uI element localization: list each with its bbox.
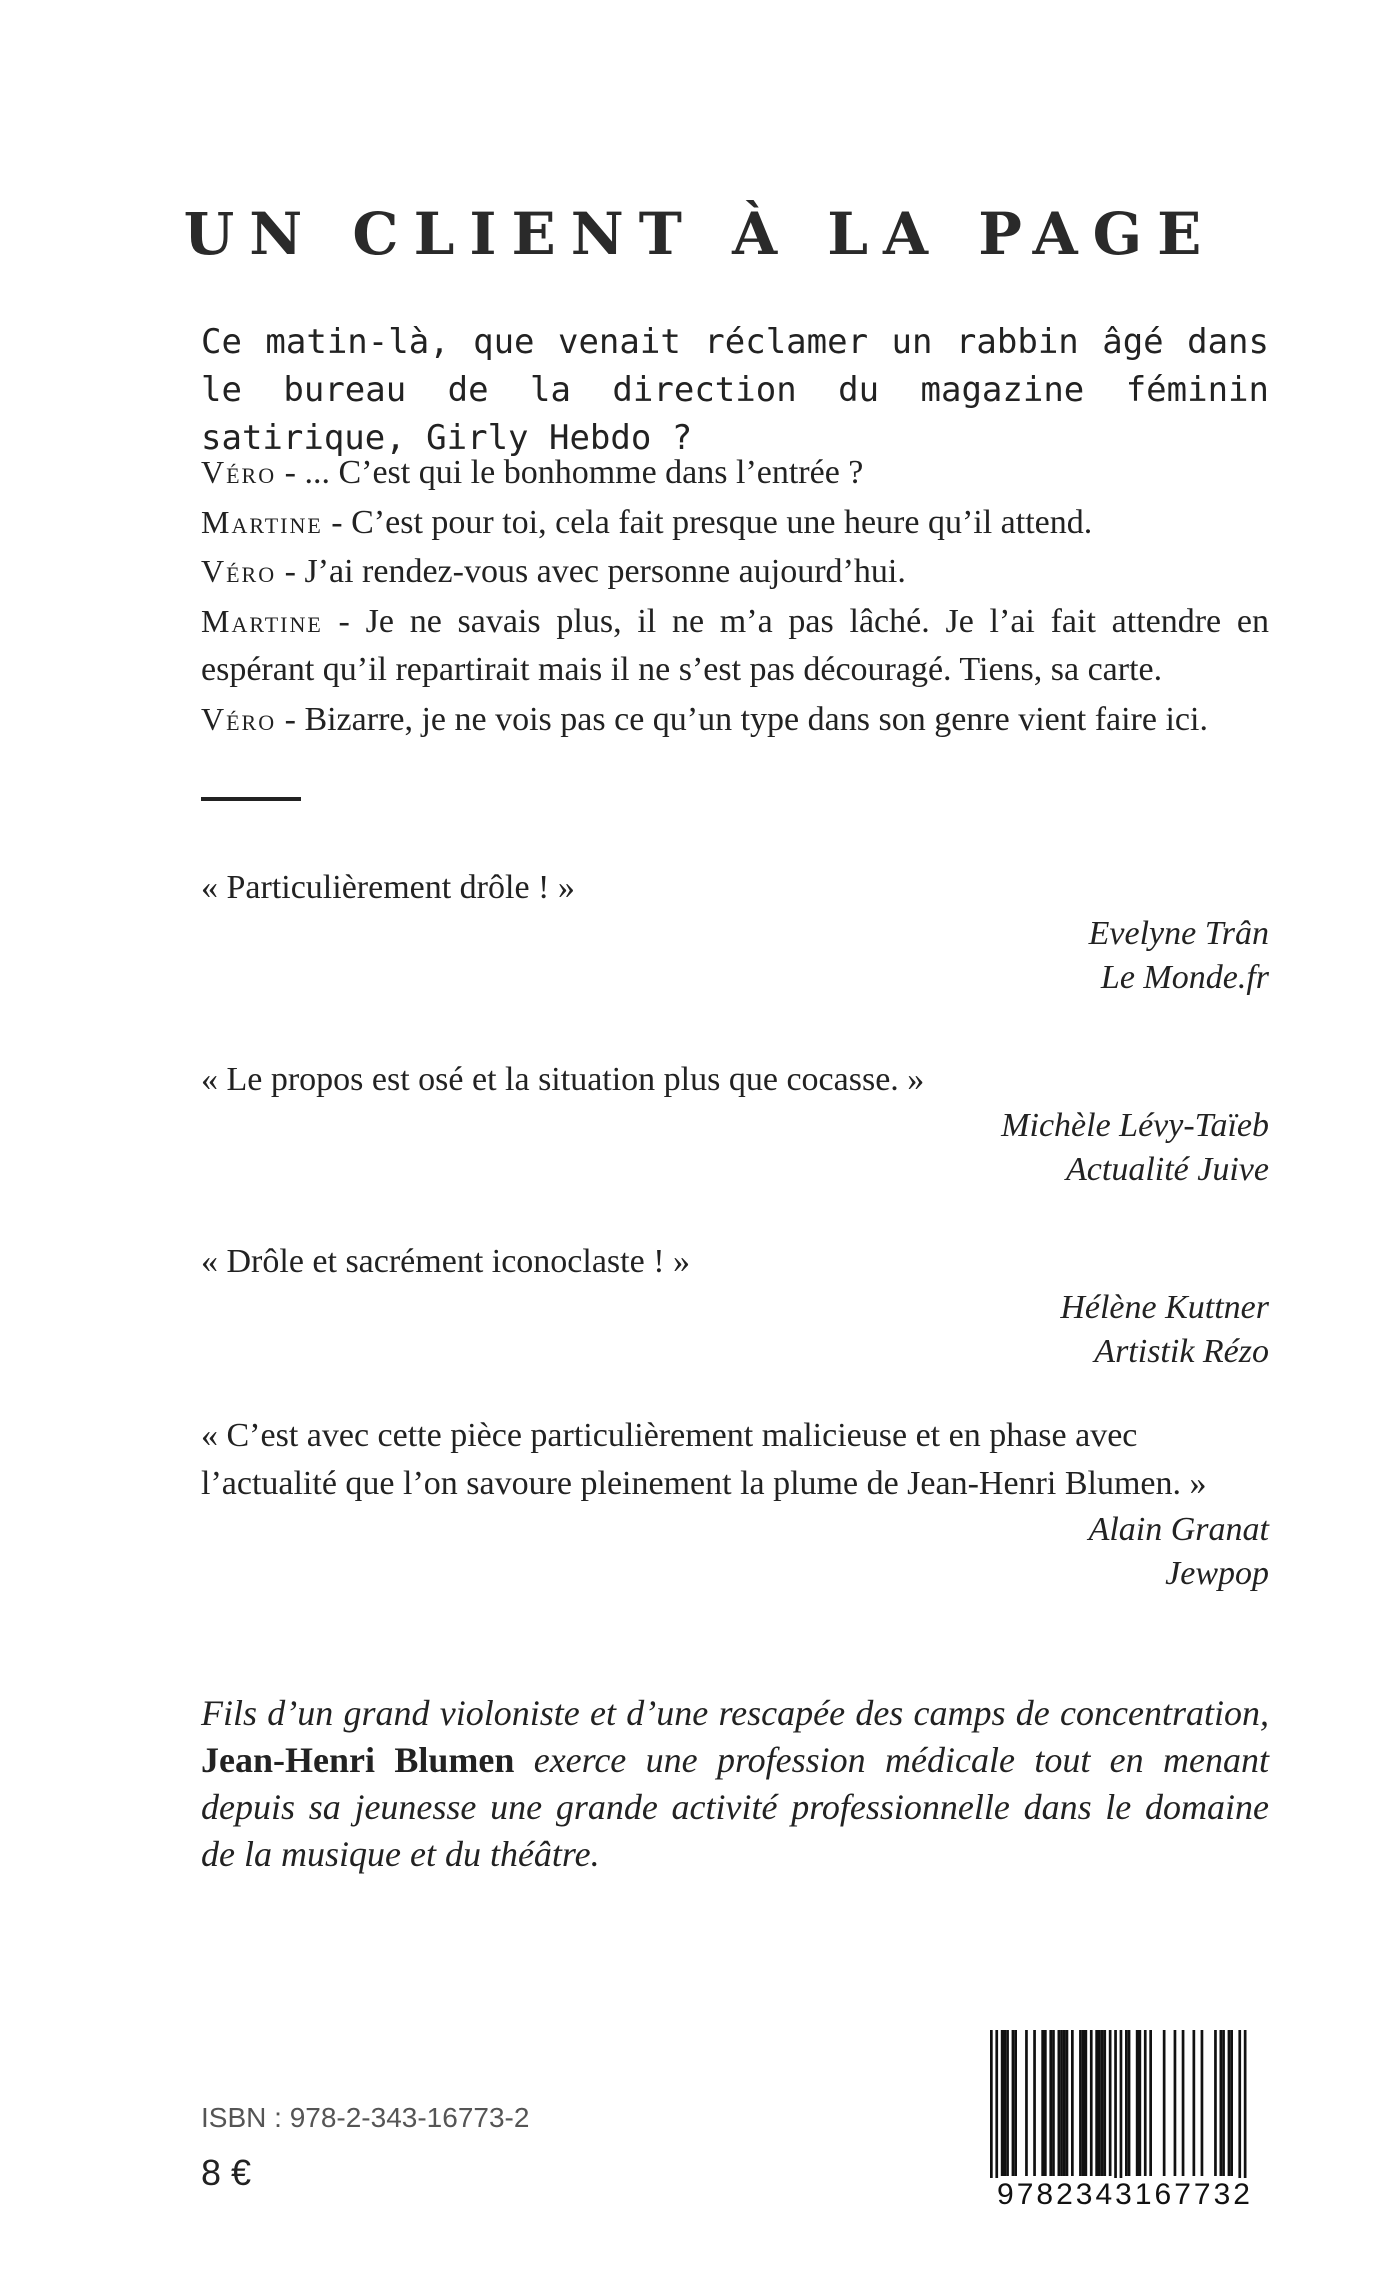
bio-text-end: exerce une profession médicale tout en menant depuis sa jeunesse une grande activité professionnelle dans le domaine de la musique et du théâtre. (201, 1740, 1269, 1874)
price-label: 8 € (201, 2152, 252, 2193)
barcode-bar (1095, 2030, 1098, 2176)
barcode-bars (990, 2030, 1265, 2190)
barcode-bar (1066, 2030, 1069, 2176)
dialogue-text: Bizarre, je ne vois pas ce qu’un type dans son genre vient faire ici. (295, 700, 1208, 738)
barcode-bar (1238, 2030, 1241, 2190)
barcode-bar (1136, 2030, 1139, 2176)
speaker-name: Véro (201, 553, 277, 589)
dialogue-text: Je ne savais plus, il ne m’a pas lâché. Je l’ai fait attendre en espérant qu’il repartirait mais il ne s’est pas découragé. Tiens, sa carte. (201, 602, 1269, 688)
barcode-bar (1014, 2030, 1017, 2176)
review-author: Hélène Kuttner (1060, 1289, 1269, 1326)
barcode-bar (1060, 2030, 1063, 2176)
barcode-bar (1174, 2030, 1177, 2176)
review-block (201, 864, 1269, 1000)
barcode-bar (1125, 2030, 1128, 2176)
barcode (985, 2030, 1275, 2220)
barcode-bar (1012, 2030, 1015, 2176)
review-block (201, 1056, 1269, 1192)
barcode-bar (1214, 2030, 1217, 2176)
barcode-bar (1163, 2030, 1166, 2176)
barcode-bar (1049, 2030, 1052, 2176)
review-quote: « C’est avec cette pièce particulièrement malicieuse et en phase avec l’actualité que l’on savoure pleinement la plume de Jean-Henri Blumen. » (201, 1417, 1207, 1502)
barcode-bar (1001, 2030, 1004, 2176)
barcode-bar (1033, 2030, 1036, 2176)
barcode-bar (1220, 2030, 1223, 2176)
author-bio (201, 1690, 1269, 1878)
dialogue-text: ... C’est qui le bonhomme dans l’entrée ? (295, 454, 864, 491)
barcode-bar (1120, 2030, 1123, 2190)
review-quote: « Drôle et sacrément iconoclaste ! » (201, 1243, 691, 1280)
barcode-number: 9782343167732 (985, 2178, 1265, 2212)
review-source: Artistik Rézo (1094, 1333, 1269, 1370)
review-quote: « Le propos est osé et la situation plus que cocasse. » (201, 1061, 925, 1098)
review-author: Alain Granat (1088, 1511, 1269, 1548)
speaker-name: Martine (201, 602, 323, 639)
dialogue-excerpt (201, 448, 1269, 744)
dialogue-separator: - (276, 700, 296, 738)
barcode-bar (1098, 2030, 1101, 2176)
dialogue-separator: - (276, 454, 296, 491)
review-source: Jewpop (1165, 1555, 1269, 1592)
barcode-bar (1063, 2030, 1066, 2176)
review-block (201, 1238, 1269, 1374)
barcode-bar (1090, 2030, 1093, 2176)
dialogue-line (201, 695, 1269, 745)
barcode-bar (1149, 2030, 1152, 2176)
barcode-bar (1193, 2030, 1196, 2176)
barcode-bar (1230, 2030, 1233, 2176)
dialogue-line (201, 597, 1269, 695)
barcode-bar (1128, 2030, 1131, 2176)
barcode-bar (995, 2030, 998, 2190)
dialogue-separator: - (322, 602, 350, 640)
barcode-bar (1139, 2030, 1142, 2176)
barcode-bar (1025, 2030, 1028, 2176)
speaker-name: Martine (201, 503, 323, 540)
barcode-bar (1004, 2030, 1007, 2176)
barcode-bar (1103, 2030, 1106, 2176)
dialogue-separator: - (322, 503, 343, 541)
dialogue-line (201, 498, 1269, 548)
review-block (201, 1412, 1269, 1596)
dialogue-text: J’ai rendez-vous avec personne aujourd’hui. (295, 553, 906, 590)
barcode-bar (1201, 2030, 1204, 2176)
barcode-bar (1052, 2030, 1055, 2176)
barcode-bar (1244, 2030, 1247, 2190)
barcode-bar (1082, 2030, 1085, 2176)
bio-text-start: Fils d’un grand violoniste et d’une rescapée des camps de concentration, (201, 1693, 1269, 1733)
barcode-bar (1182, 2030, 1185, 2176)
section-divider (201, 797, 301, 801)
isbn-label: ISBN : 978-2-343-16773-2 (201, 2102, 530, 2133)
barcode-bar (1085, 2030, 1088, 2176)
review-author: Michèle Lévy-Taïeb (1001, 1107, 1269, 1144)
barcode-bar (1114, 2030, 1117, 2190)
review-source: Le Monde.fr (1100, 959, 1269, 996)
speaker-name: Véro (201, 454, 277, 490)
barcode-bar (1079, 2030, 1082, 2176)
barcode-bar (1109, 2030, 1112, 2176)
barcode-bar (1044, 2030, 1047, 2176)
barcode-bar (1101, 2030, 1104, 2176)
barcode-bar (1222, 2030, 1225, 2176)
dialogue-line (201, 547, 1269, 597)
dialogue-separator: - (276, 553, 296, 590)
barcode-bar (990, 2030, 993, 2190)
book-title: UN CLIENT À LA PAGE (183, 200, 1217, 268)
barcode-bar (1228, 2030, 1231, 2176)
dialogue-line (201, 448, 1269, 498)
barcode-bar (1058, 2030, 1061, 2176)
author-name: Jean-Henri Blumen (201, 1740, 515, 1780)
review-source: Actualité Juive (1066, 1151, 1269, 1188)
barcode-bar (1041, 2030, 1044, 2176)
review-quote: « Particulièrement drôle ! » (201, 869, 575, 906)
barcode-bar (1006, 2030, 1009, 2176)
intro-paragraph: Ce matin-là, que venait réclamer un rabbin âgé dans le bureau de la direction du magazine féminin satirique, Girly Hebdo ? (201, 322, 1269, 458)
dialogue-text: C’est pour toi, cela fait presque une heure qu’il attend. (342, 503, 1093, 541)
barcode-bar (1071, 2030, 1074, 2176)
review-author: Evelyne Trân (1088, 915, 1269, 952)
speaker-name: Véro (201, 700, 277, 737)
barcode-bar (1144, 2030, 1147, 2176)
